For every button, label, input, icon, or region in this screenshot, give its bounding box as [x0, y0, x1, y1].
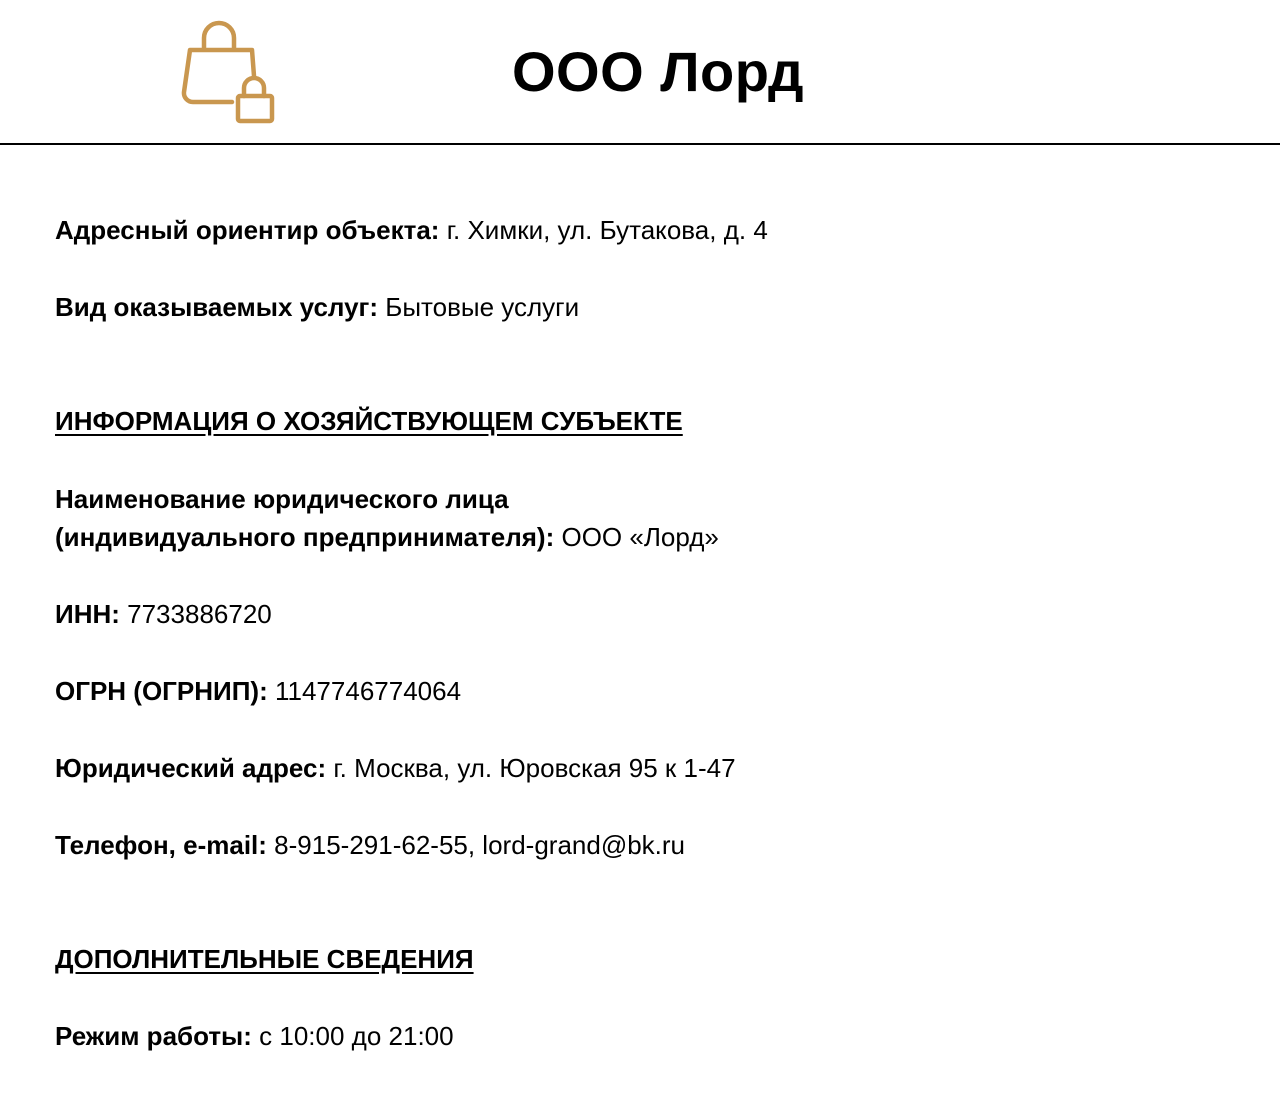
- entity-name-label-line1: [55, 480, 509, 518]
- hours-label: Режим работы:: [55, 1021, 252, 1051]
- inn-label: ИНН:: [55, 599, 120, 629]
- entity-section-title: ИНФОРМАЦИЯ О ХОЗЯЙСТВУЮЩЕМ СУБЪЕКТЕ: [55, 406, 683, 436]
- services-value: Бытовые услуги: [385, 292, 580, 322]
- ogrn-line: [55, 672, 461, 710]
- entity-name-label-1: Наименование юридического лица: [55, 484, 509, 514]
- inn-line: [55, 595, 272, 633]
- page-title: ООО Лорд: [511, 40, 805, 103]
- legal-address-value: г. Москва, ул. Юровская 95 к 1-47: [333, 753, 736, 783]
- object-address-value: г. Химки, ул. Бутакова, д. 4: [446, 215, 768, 245]
- legal-address-label: Юридический адрес:: [55, 753, 327, 783]
- services-label: Вид оказываемых услуг:: [55, 292, 379, 322]
- contacts-label: Телефон, e-mail:: [55, 830, 267, 860]
- entity-name-value: ООО «Лорд»: [561, 522, 719, 552]
- extra-section-title: ДОПОЛНИТЕЛЬНЫЕ СВЕДЕНИЯ: [55, 944, 474, 974]
- entity-name-label-2: (индивидуального предпринимателя):: [55, 522, 555, 552]
- ogrn-value: 1147746774064: [274, 676, 462, 706]
- object-address-label: Адресный ориентир объекта:: [55, 215, 440, 245]
- contacts-value: 8-915-291-62-55, lord-grand@bk.ru: [274, 830, 686, 860]
- legal-address-line: [55, 749, 736, 787]
- hours-line: [55, 1017, 454, 1055]
- contacts-line: [55, 826, 685, 864]
- ogrn-label: ОГРН (ОГРНИП):: [55, 676, 268, 706]
- entity-name-line: [55, 518, 719, 556]
- page-header: [0, 0, 1280, 145]
- inn-value: 7733886720: [127, 599, 272, 629]
- hours-value: с 10:00 до 21:00: [259, 1021, 454, 1051]
- object-address-line: [55, 211, 768, 249]
- services-line: [55, 288, 579, 326]
